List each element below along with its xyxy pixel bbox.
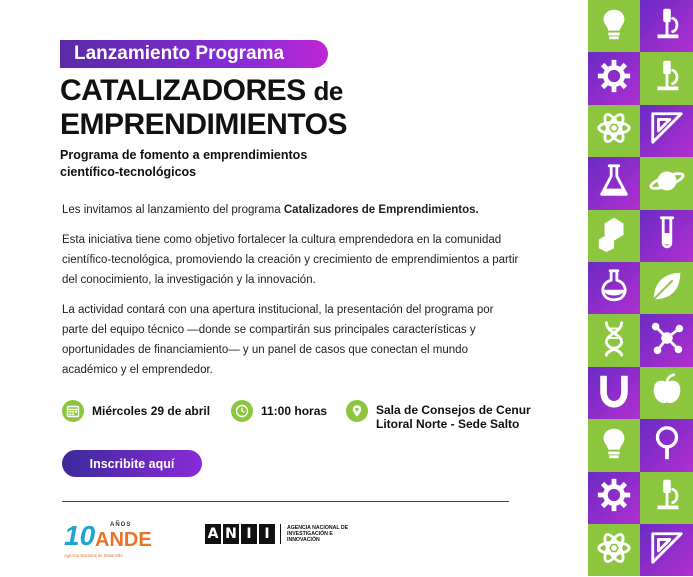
magnifier-icon (648, 424, 686, 467)
location-line2: Litoral Norte - Sede Salto (376, 417, 520, 431)
apple-icon (648, 371, 686, 414)
icon-tile (640, 210, 693, 262)
icon-tile (588, 157, 640, 209)
icon-tile (588, 314, 640, 366)
paragraph-objective: Esta iniciativa tiene como objetivo fortalecer la cultura emprendedora en la comunidad científico-tecnológica, promoviendo la creación y crecimiento de emprendimientos a partir del conocimiento, la investigación y la innovación. (62, 234, 519, 286)
location-text (376, 399, 531, 431)
title-line1: CATALIZADORES (60, 74, 306, 107)
ande-tagline: Agencia Nacional de Desarrollo (64, 553, 123, 558)
science-icon-strip (588, 0, 693, 577)
microscope-icon (648, 57, 686, 100)
icon-tile (588, 52, 640, 104)
program-title (60, 74, 347, 142)
round-flask-icon (595, 267, 633, 310)
icon-tile (588, 472, 640, 524)
icon-tile (588, 262, 640, 314)
anii-full-name: AGENCIA NACIONAL DE INVESTIGACIÓN E INNOVACIÓN (287, 525, 349, 543)
event-location (346, 400, 531, 431)
icon-tile (588, 105, 640, 157)
icon-tile (640, 367, 693, 419)
event-time (231, 400, 327, 422)
set-square-icon (648, 529, 686, 572)
paragraph-agenda: La actividad contará con una apertura institucional, la presentación del programa por parte del equipo técnico —donde se compartirán sus principales características y oportunidades de financiamiento— y un panel de casos que conectan el mundo académico y el emprendedor. (62, 304, 494, 376)
flask-icon (595, 162, 633, 205)
anii-wordmark (205, 524, 277, 544)
molecule-network-icon (648, 319, 686, 362)
time-text: 11:00 horas (261, 404, 328, 418)
icon-tile (640, 0, 693, 52)
icon-tile (588, 210, 640, 262)
icon-tile (640, 472, 693, 524)
set-square-icon (648, 109, 686, 152)
icon-tile (588, 0, 640, 52)
gear-icon (595, 476, 633, 519)
atom-icon (595, 109, 633, 152)
icon-tile (640, 52, 693, 104)
register-button[interactable]: Inscribite aquí (62, 450, 202, 477)
event-date (62, 400, 210, 422)
title-connector: de (313, 76, 343, 106)
magnet-icon (595, 371, 633, 414)
anii-letter: I (259, 524, 275, 544)
ande-logo (62, 515, 152, 563)
icon-tile (640, 524, 693, 576)
icon-tile (588, 367, 640, 419)
description (62, 200, 522, 390)
ande-years: AÑOS (110, 522, 132, 528)
ande-number: 10 (64, 520, 96, 551)
icon-tile (588, 419, 640, 471)
icon-tile (640, 105, 693, 157)
location-line1: Sala de Consejos de Cenur (376, 403, 531, 417)
paragraph-intro (62, 200, 522, 220)
intro-text: Les invitamos al lanzamiento del programa (62, 204, 284, 216)
leaf-icon (648, 267, 686, 310)
calendar-icon (62, 400, 84, 422)
dna-icon (595, 319, 633, 362)
gear-icon (595, 57, 633, 100)
program-subtitle: Programa de fomento a emprendimientos científico-tecnológicos (60, 148, 308, 179)
anii-letter: I (241, 524, 257, 544)
molecule-icon (595, 214, 633, 257)
lightbulb-icon (595, 424, 633, 467)
anii-logo (205, 524, 357, 544)
microscope-icon (648, 476, 686, 519)
atom-icon (595, 529, 633, 572)
title-line2: EMPRENDIMIENTOS (60, 108, 347, 141)
intro-program-name: Catalizadores de Emprendimientos. (283, 204, 479, 216)
anii-letter: A (205, 524, 221, 544)
date-text: Miércoles 29 de abril (92, 404, 211, 418)
lightbulb-icon (595, 5, 633, 48)
test-tube-icon (648, 214, 686, 257)
microscope-icon (648, 5, 686, 48)
ande-name: ANDE (95, 529, 152, 551)
planet-icon (648, 162, 686, 205)
footer-divider (62, 501, 509, 502)
icon-tile (640, 262, 693, 314)
icon-tile (640, 419, 693, 471)
icon-tile (640, 314, 693, 366)
anii-separator (280, 524, 281, 544)
launch-tag: Lanzamiento Programa (60, 40, 328, 68)
icon-tile (588, 524, 640, 576)
location-pin-icon (346, 400, 368, 422)
clock-icon (231, 400, 253, 422)
anii-letter: N (223, 524, 239, 544)
icon-tile (640, 157, 693, 209)
